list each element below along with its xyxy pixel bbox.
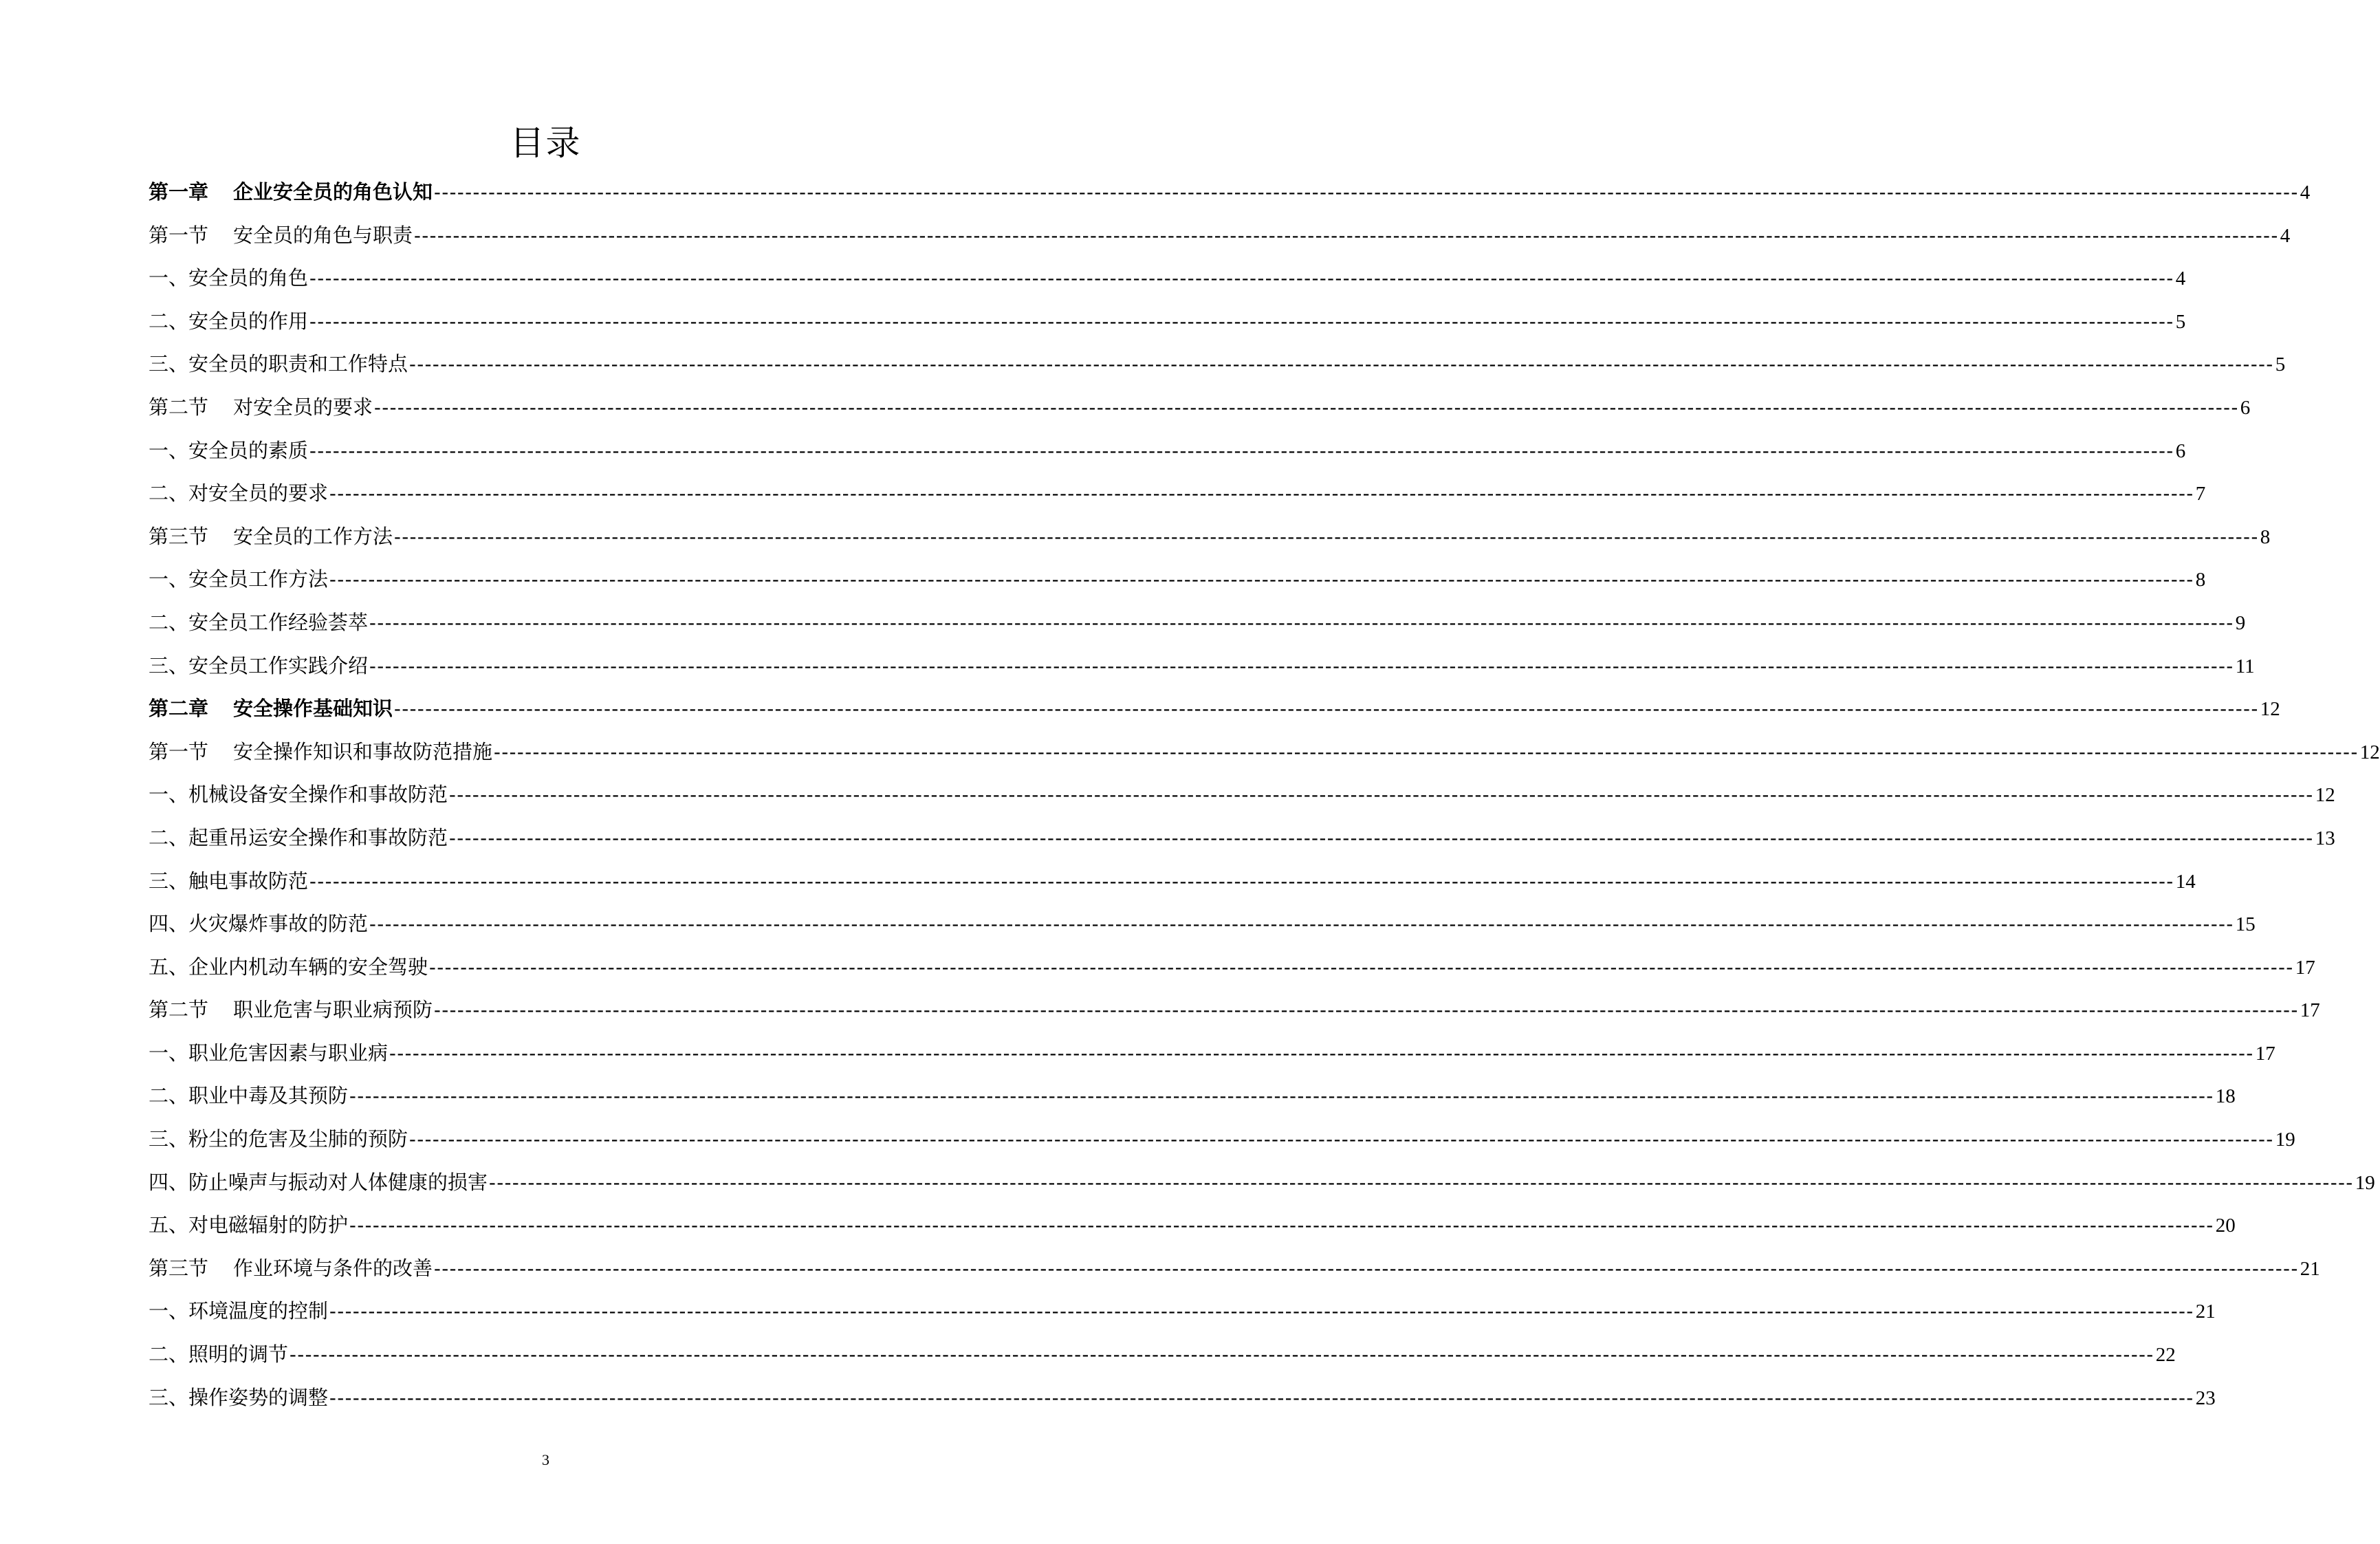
toc-entry-label [149, 1333, 288, 1376]
toc-leader-dashes: ------------------------------------------------------------------------------------------------------------------------------------------------------------------------------------------------------------------------------------------------ [434, 180, 2299, 204]
toc-entry-title: 四、火灾爆炸事故的防范 [149, 912, 369, 936]
toc-entry-section[interactable] [149, 515, 2271, 558]
toc-entry-page: 6 [2175, 439, 2186, 462]
toc-leader-dashes: ------------------------------------------------------------------------------------------------------------------------------------------------------------------------------------------------------------------------------------------------ [329, 481, 2194, 505]
toc-entry-page: 5 [2175, 310, 2186, 333]
toc-entry-title: 五、企业内机动车辆的安全驾驶 [149, 955, 428, 979]
toc-entry-item[interactable] [149, 342, 2286, 386]
toc-entry-title: 安全员的工作方法 [233, 524, 393, 548]
toc-entry-page: 8 [2195, 569, 2206, 591]
toc-entry-label [149, 386, 373, 429]
toc-entry-label [149, 902, 368, 946]
toc-entry-item[interactable] [149, 257, 2186, 300]
toc-entry-page: 17 [2295, 956, 2315, 979]
toc-entry-label [149, 342, 408, 386]
toc-entry-item[interactable] [149, 644, 2255, 688]
toc-entry-section[interactable] [149, 386, 2251, 429]
toc-entry-page: 21 [2195, 1301, 2216, 1323]
toc-leader-dashes: ------------------------------------------------------------------------------------------------------------------------------------------------------------------------------------------------------------------------------------------------ [369, 653, 2234, 677]
toc-entry-chapter[interactable] [149, 687, 2280, 730]
toc-entry-title: 安全操作基础知识 [233, 697, 393, 721]
toc-entry-title: 职业危害与职业病预防 [233, 998, 433, 1022]
toc-leader-dashes: ------------------------------------------------------------------------------------------------------------------------------------------------------------------------------------------------------------------------------------------------ [309, 309, 2174, 333]
page-number: 3 [542, 1451, 549, 1468]
toc-entry-item[interactable] [149, 946, 2315, 989]
toc-entry-label [149, 472, 328, 515]
toc-entry-title: 安全操作知识和事故防范措施 [233, 739, 493, 763]
toc-entry-section[interactable] [149, 730, 2380, 774]
toc-leader-dashes: ------------------------------------------------------------------------------------------------------------------------------------------------------------------------------------------------------------------------------------------------ [409, 352, 2274, 376]
toc-entry-label [149, 1290, 328, 1333]
toc-entry-title: 二、安全员工作经验荟萃 [149, 610, 369, 634]
toc-entry-page: 5 [2275, 354, 2286, 376]
toc-entry-page: 12 [2260, 698, 2280, 721]
toc-entry-title: 一、机械设备安全操作和事故防范 [149, 783, 448, 807]
toc-leader-dashes: ------------------------------------------------------------------------------------------------------------------------------------------------------------------------------------------------------------------------------------------------ [309, 438, 2174, 462]
toc-leader-dashes: ------------------------------------------------------------------------------------------------------------------------------------------------------------------------------------------------------------------------------------------------ [414, 223, 2279, 247]
toc-entry-page: 4 [2300, 182, 2311, 204]
toc-entry-item[interactable] [149, 1074, 2236, 1118]
toc-entry-item[interactable] [149, 429, 2186, 472]
toc-leader-dashes: ------------------------------------------------------------------------------------------------------------------------------------------------------------------------------------------------------------------------------------------------ [369, 912, 2234, 936]
toc-entry-title: 二、职业中毒及其预防 [149, 1084, 349, 1108]
toc-leader-dashes: ------------------------------------------------------------------------------------------------------------------------------------------------------------------------------------------------------------------------------------------------ [349, 1213, 2214, 1237]
toc-entry-item[interactable] [149, 601, 2246, 644]
toc-entry-section[interactable] [149, 988, 2320, 1032]
toc-leader-dashes: ------------------------------------------------------------------------------------------------------------------------------------------------------------------------------------------------------------------------------------------------ [429, 955, 2294, 979]
page-title: 目录 [510, 123, 582, 163]
toc-entry-title: 一、职业危害因素与职业病 [149, 1041, 389, 1065]
toc-entry-title: 一、安全员的素质 [149, 438, 309, 462]
table-of-contents [149, 171, 2380, 1419]
toc-entry-label [149, 687, 393, 730]
toc-entry-page: 13 [2315, 827, 2335, 849]
toc-entry-label [149, 214, 413, 257]
toc-entry-page: 21 [2300, 1257, 2320, 1280]
toc-leader-dashes: ------------------------------------------------------------------------------------------------------------------------------------------------------------------------------------------------------------------------------------------------ [394, 697, 2259, 721]
toc-entry-page: 7 [2195, 483, 2206, 505]
toc-entry-label [149, 1204, 348, 1247]
toc-entry-page: 17 [2300, 999, 2320, 1022]
toc-entry-number: 第二节 [149, 395, 209, 419]
toc-leader-dashes: ------------------------------------------------------------------------------------------------------------------------------------------------------------------------------------------------------------------------------------------------ [329, 1299, 2194, 1323]
toc-entry-page: 19 [2275, 1129, 2295, 1151]
toc-entry-label [149, 1074, 348, 1118]
toc-leader-dashes: ------------------------------------------------------------------------------------------------------------------------------------------------------------------------------------------------------------------------------------------------ [449, 825, 2314, 849]
toc-entry-item[interactable] [149, 816, 2335, 860]
toc-entry-page: 22 [2155, 1344, 2176, 1367]
toc-entry-page: 12 [2315, 784, 2335, 807]
toc-entry-label [149, 1161, 488, 1204]
toc-entry-title: 一、环境温度的控制 [149, 1299, 329, 1323]
toc-entry-section[interactable] [149, 214, 2291, 257]
toc-entry-item[interactable] [149, 1161, 2375, 1204]
toc-leader-dashes: ------------------------------------------------------------------------------------------------------------------------------------------------------------------------------------------------------------------------------------------------ [494, 739, 2359, 763]
toc-entry-label [149, 171, 433, 214]
toc-entry-label [149, 300, 308, 343]
toc-entry-title: 四、防止噪声与振动对人体健康的损害 [149, 1170, 488, 1194]
toc-entry-label [149, 1032, 388, 1075]
toc-entry-label [149, 1376, 328, 1420]
toc-entry-number: 第一节 [149, 223, 209, 247]
toc-entry-item[interactable] [149, 1290, 2216, 1333]
toc-entry-number: 第一章 [149, 180, 209, 204]
toc-entry-label [149, 1118, 408, 1161]
toc-entry-label [149, 860, 308, 903]
toc-entry-title: 五、对电磁辐射的防护 [149, 1213, 349, 1237]
toc-leader-dashes: ------------------------------------------------------------------------------------------------------------------------------------------------------------------------------------------------------------------------------------------------ [374, 395, 2239, 419]
toc-entry-item[interactable] [149, 1376, 2216, 1420]
toc-entry-page: 12 [2359, 741, 2380, 763]
toc-entry-page: 14 [2175, 870, 2196, 893]
toc-entry-title: 安全员的角色与职责 [233, 223, 413, 247]
toc-entry-section[interactable] [149, 1247, 2320, 1290]
toc-entry-number: 第三节 [149, 524, 209, 548]
toc-entry-item[interactable] [149, 1333, 2176, 1376]
toc-entry-title: 三、粉尘的危害及尘肺的预防 [149, 1127, 408, 1151]
toc-leader-dashes: ------------------------------------------------------------------------------------------------------------------------------------------------------------------------------------------------------------------------------------------------ [409, 1127, 2274, 1151]
toc-entry-page: 20 [2215, 1215, 2236, 1237]
toc-entry-title: 二、对安全员的要求 [149, 481, 329, 505]
toc-entry-label [149, 816, 448, 860]
toc-leader-dashes: ------------------------------------------------------------------------------------------------------------------------------------------------------------------------------------------------------------------------------------------------ [389, 1041, 2254, 1065]
toc-entry-item[interactable] [149, 902, 2256, 946]
toc-leader-dashes: ------------------------------------------------------------------------------------------------------------------------------------------------------------------------------------------------------------------------------------------------ [290, 1342, 2154, 1367]
toc-leader-dashes: ------------------------------------------------------------------------------------------------------------------------------------------------------------------------------------------------------------------------------------------------ [349, 1084, 2214, 1108]
toc-entry-item[interactable] [149, 472, 2206, 515]
toc-leader-dashes: ------------------------------------------------------------------------------------------------------------------------------------------------------------------------------------------------------------------------------------------------ [449, 783, 2314, 807]
toc-entry-page: 8 [2260, 525, 2271, 548]
toc-entry-title: 二、起重吊运安全操作和事故防范 [149, 825, 448, 849]
toc-leader-dashes: ------------------------------------------------------------------------------------------------------------------------------------------------------------------------------------------------------------------------------------------------ [489, 1170, 2354, 1194]
toc-entry-label [149, 429, 308, 472]
toc-entry-title: 一、安全员的角色 [149, 266, 309, 290]
toc-entry-number: 第三节 [149, 1256, 209, 1280]
toc-entry-item[interactable] [149, 300, 2186, 343]
toc-entry-title: 企业安全员的角色认知 [233, 180, 433, 204]
toc-entry-page: 11 [2235, 655, 2255, 677]
toc-entry-label [149, 946, 428, 989]
toc-entry-label [149, 515, 393, 558]
toc-leader-dashes: ------------------------------------------------------------------------------------------------------------------------------------------------------------------------------------------------------------------------------------------------ [434, 1256, 2299, 1280]
toc-entry-page: 17 [2255, 1042, 2275, 1065]
toc-entry-title: 二、安全员的作用 [149, 309, 309, 333]
toc-entry-title: 对安全员的要求 [233, 395, 373, 419]
toc-entry-label [149, 558, 328, 601]
toc-entry-label [149, 257, 308, 300]
toc-entry-page: 18 [2215, 1085, 2236, 1108]
toc-entry-number: 第一节 [149, 739, 209, 763]
toc-leader-dashes: ------------------------------------------------------------------------------------------------------------------------------------------------------------------------------------------------------------------------------------------------ [394, 524, 2259, 548]
toc-entry-page: 19 [2355, 1171, 2375, 1194]
toc-entry-chapter[interactable] [149, 171, 2311, 214]
toc-entry-item[interactable] [149, 1032, 2275, 1075]
toc-entry-number: 第二节 [149, 998, 209, 1022]
toc-entry-label [149, 1247, 433, 1290]
toc-leader-dashes: ------------------------------------------------------------------------------------------------------------------------------------------------------------------------------------------------------------------------------------------------ [434, 998, 2299, 1022]
toc-entry-item[interactable] [149, 1118, 2295, 1161]
toc-entry-label [149, 730, 492, 774]
toc-entry-item[interactable] [149, 860, 2196, 903]
toc-entry-item[interactable] [149, 1204, 2236, 1247]
toc-entry-page: 4 [2175, 268, 2186, 290]
toc-entry-title: 三、安全员的职责和工作特点 [149, 352, 408, 376]
toc-entry-item[interactable] [149, 558, 2206, 601]
toc-entry-title: 三、操作姿势的调整 [149, 1385, 329, 1409]
toc-entry-label [149, 644, 368, 688]
toc-leader-dashes: ------------------------------------------------------------------------------------------------------------------------------------------------------------------------------------------------------------------------------------------------ [369, 610, 2234, 634]
toc-entry-item[interactable] [149, 773, 2335, 816]
toc-entry-page: 9 [2235, 611, 2246, 634]
toc-entry-label [149, 988, 433, 1032]
toc-entry-title: 一、安全员工作方法 [149, 567, 329, 591]
toc-leader-dashes: ------------------------------------------------------------------------------------------------------------------------------------------------------------------------------------------------------------------------------------------------ [329, 1385, 2194, 1409]
toc-entry-page: 15 [2235, 913, 2256, 936]
toc-entry-label [149, 773, 448, 816]
toc-entry-title: 三、安全员工作实践介绍 [149, 653, 369, 677]
toc-leader-dashes: ------------------------------------------------------------------------------------------------------------------------------------------------------------------------------------------------------------------------------------------------ [309, 266, 2174, 290]
toc-leader-dashes: ------------------------------------------------------------------------------------------------------------------------------------------------------------------------------------------------------------------------------------------------ [309, 869, 2174, 893]
toc-entry-label [149, 601, 368, 644]
toc-entry-title: 作业环境与条件的改善 [233, 1256, 433, 1280]
toc-entry-title: 三、触电事故防范 [149, 869, 309, 893]
toc-entry-page: 23 [2195, 1387, 2216, 1409]
toc-leader-dashes: ------------------------------------------------------------------------------------------------------------------------------------------------------------------------------------------------------------------------------------------------ [329, 567, 2194, 591]
toc-entry-page: 4 [2280, 224, 2291, 247]
toc-entry-title: 二、照明的调节 [149, 1342, 289, 1367]
toc-entry-page: 6 [2240, 396, 2251, 419]
toc-entry-number: 第二章 [149, 697, 209, 721]
